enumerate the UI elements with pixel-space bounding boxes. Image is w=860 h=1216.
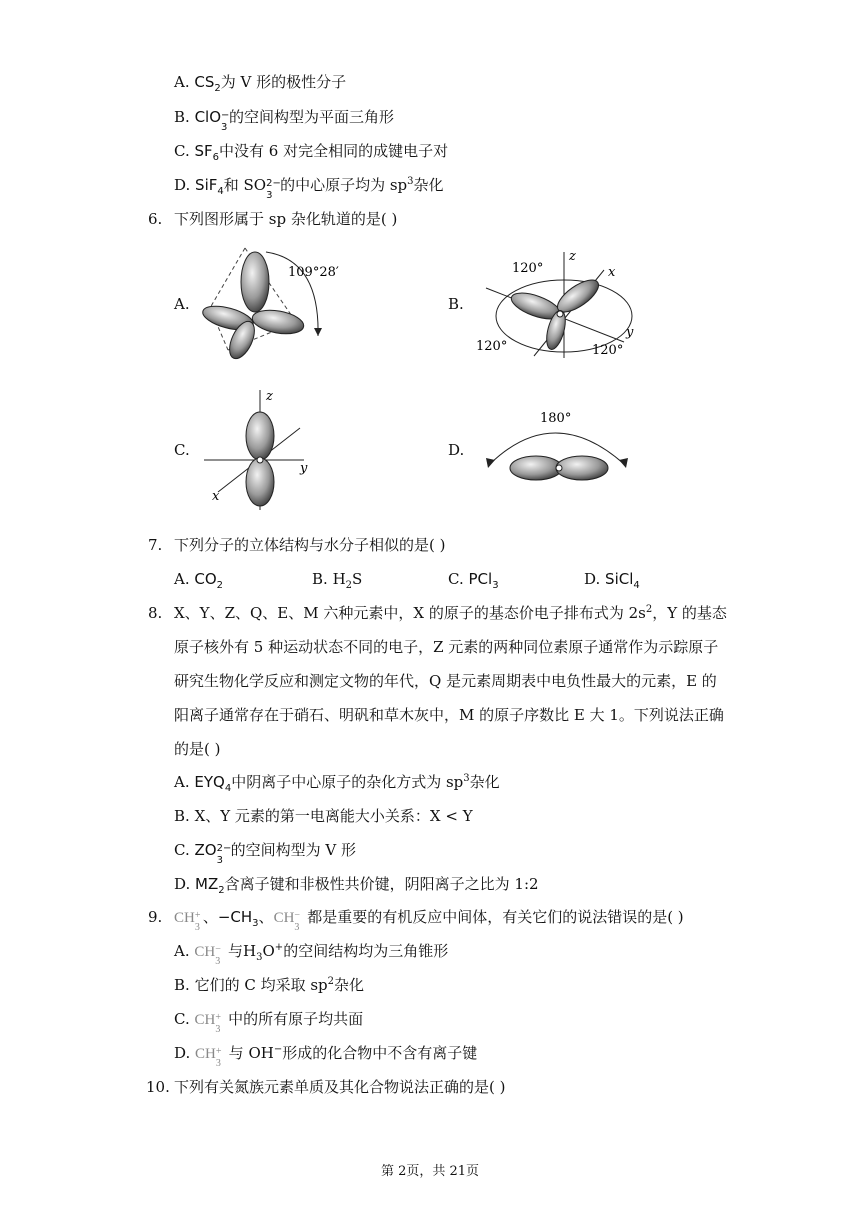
q5-option-d: D. SiF$_4$和 SO 2− 3 的中心原子均为 $sp^3$杂化 [174,176,444,201]
q8-number: 8. [148,604,163,622]
q8-option-b: B. X、Y 元素的第一电离能大小关系：X < Y [174,807,473,825]
q8-stem-line-4: 阳离子通常存在于硝石、明矾和草木灰中，M 的原子序数比 E 大 1。下列说法正确 [174,706,724,724]
figure-sp3-orbitals [200,240,340,370]
q8-option-d: D. $MZ_2$含离子键和非极性共价键，阴阳离子之比为 1:2 [174,875,539,896]
figure-sp-angle-label: 180° [540,411,572,426]
q6-option-d-label: D. [448,441,465,459]
figure-sp2-z-label: z [569,249,576,264]
figure-sp-orbitals [484,402,634,492]
q9-option-d: D. CH + 3 与 OH−形成的化合物中不含有离子键 [174,1044,478,1069]
q5-option-b: B. ClO − 3 的空间构型为平面三角形 [174,108,395,133]
figure-p-z-label: z [266,389,273,404]
figure-p-x-label: x [212,489,220,504]
q9-option-c: C. CH + 3 中的所有原子均共面 [174,1010,364,1035]
q6-number: 6. [148,210,163,228]
q8-stem-line-5: 的是( ) [174,740,221,758]
q6-option-a-label: A. [174,295,190,313]
figure-sp2-angle-top: 120° [512,261,544,276]
q8-stem-line-3: 研究生物化学反应和测定文物的年代，Q 是元素周期表中电负性最大的元素，E 的 [174,672,717,690]
figure-sp2-angle-right: 120° [592,343,624,358]
ion-methyl-anion: CH − 3 [273,910,301,933]
q6-option-c-label: C. [174,441,190,459]
q5-option-c: C. $SF_6$中没有 6 对完全相同的成键电子对 [174,142,449,163]
figure-p-orbital [200,388,320,513]
q9-stem: CH + 3 、$-CH_3$、CH − 3 都是重要的有机反应中间体，有关它们的说法错误的是( ) [174,908,684,933]
q5-option-a: A. $CS_2$为 V 形的极性分子 [174,73,347,94]
page-footer: 第 2页，共 21页 [380,1164,480,1179]
figure-sp2-x-label: x [608,265,616,280]
q10-stem: 下列有关氮族元素单质及其化合物说法正确的是( ) [174,1078,506,1096]
figure-sp2-orbitals [474,246,654,366]
q9-number: 9. [148,908,163,926]
q7-stem: 下列分子的立体结构与水分子相似的是( ) [174,536,446,554]
figure-sp3-angle-label: 109°28′ [288,265,339,280]
q9-option-b: B. 它们的 C 均采取 $sp^2$杂化 [174,976,365,994]
q6-stem: 下列图形属于 sp 杂化轨道的是( ) [174,210,398,228]
q8-option-c: C. ZO 2− 3 的空间构型为 V 形 [174,841,356,866]
figure-sp2-angle-left: 120° [476,339,508,354]
q7-number: 7. [148,536,163,554]
q7-option-a: A. $CO_2$ [174,570,224,591]
q8-stem-line-1: X、Y、Z、Q、E、M 六种元素中，X 的原子的基态价电子排布式为 $2s^2$，Y 的基态 [174,604,727,622]
q8-option-a: A. $EYQ_4$中阴离子中心原子的杂化方式为 $sp^3$杂化 [174,773,500,794]
ion-methyl-cation: CH + 3 [174,910,201,933]
q8-stem-line-2: 原子核外有 5 种运动状态不同的电子，Z 元素的两种同位素原子通常作为示踪原子 [174,638,719,656]
q7-option-b: B. $H_2S$ [312,570,363,591]
q9-option-a: A. CH − 3 与$H_3O^+$的空间结构均为三角锥形 [174,942,449,967]
figure-p-y-label: y [300,461,308,476]
q6-option-b-label: B. [448,295,464,313]
figure-sp2-y-label: y [626,325,634,340]
q10-number: 10. [146,1078,170,1096]
q7-option-d: D. SiCl$_4$ [584,570,640,591]
q7-option-c: C. PCl$_3$ [448,570,499,591]
